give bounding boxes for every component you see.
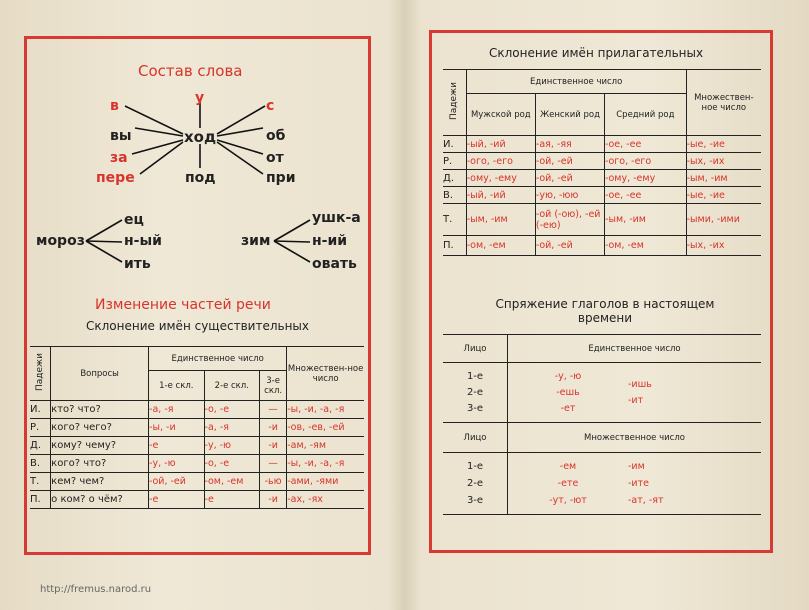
decl-1-header: 1-е скл. [149,371,204,401]
root-khod: ход [184,128,217,146]
ending-cell: -о, -е [204,455,259,473]
parts-of-speech-title: Изменение частей речи [95,297,271,313]
zim-ending-2: н-ий [312,233,348,249]
question-cell: кто? что? [51,401,149,419]
verb-conjugation-table [443,334,761,515]
prefix-ot: от [266,150,284,166]
verb-singular-rows [443,363,761,423]
ending-cell: -ое, -ее [605,136,687,153]
ending-cell: -ы, -и, -а, -я [287,401,364,419]
ending-cell: -ем [559,461,577,472]
ending-cell: -ом, -ем [204,473,259,491]
ending-cell: -ого, -его [466,153,535,170]
noun-declension-title: Склонение имён существительных [86,319,309,333]
person-cell: 2-е [466,386,484,398]
prefix-s: с [266,98,275,114]
ending-cell: -ую, -юю [535,187,604,204]
prefix-v: в [110,98,119,114]
case-cell: П. [30,491,51,509]
question-cell: кому? чему? [51,437,149,455]
ending-cell: -ом, -ем [466,236,535,256]
verb-person-header: Лицо [443,335,508,363]
adjective-declension-table [443,69,761,256]
verb-person-header-2: Лицо [443,423,508,453]
table-row [30,491,364,509]
case-cell: Т. [30,473,51,491]
person-cell: 2-е [466,478,484,489]
ending-cell: — [260,455,287,473]
noun-cases-header: Падежи [30,347,51,401]
case-cell: И. [443,136,466,153]
case-cell: В. [443,187,466,204]
neuter-header: Средний род [605,94,687,136]
ending-cell: -ая, -яя [535,136,604,153]
question-cell: кого? что? [51,455,149,473]
case-cell: Д. [443,170,466,187]
table-row [30,473,364,491]
prefix-pod: под [185,170,216,186]
ending-cell: -ой, -ей [149,473,204,491]
case-cell: П. [443,236,466,256]
question-cell: кого? чего? [51,419,149,437]
verb-conjugation-title: Спряжение глаголов в настоящем времени [495,297,715,325]
ending-cell: -ам, -ям [287,437,364,455]
zim-stem: зим [241,233,271,249]
verb-plural-header: Множественное число [508,423,762,453]
person-cell: 1-е [466,461,484,472]
ending-cell: -ой (-ою), -ей (-ею) [535,204,604,236]
table-row [443,204,761,236]
zim-ending-1: ушк-а [312,210,361,226]
ending-cell: -ете [557,478,579,489]
ending-cell: -ые, -ие [686,187,761,204]
moroz-ending-2: н-ый [124,233,162,249]
feminine-header: Женский род [535,94,604,136]
ending-cell: -ут, -ют [549,495,587,506]
ending-cell: -ому, -ему [466,170,535,187]
table-row [30,455,364,473]
ending-cell: -и [260,491,287,509]
ending-cell: -ым, -им [686,170,761,187]
noun-plural-header: Множествен-ное число [287,347,364,401]
table-row [443,187,761,204]
ending-cell: -о, -е [204,401,259,419]
table-row [30,419,364,437]
ending-cell: -е [204,491,259,509]
ending-cell: -у, -ю [204,437,259,455]
ending-cell: -ых, -их [686,236,761,256]
case-cell: Р. [30,419,51,437]
ending-cell: -ой, -ей [535,236,604,256]
ending-cell: -ым, -им [466,204,535,236]
ending-cell: -ого, -его [605,153,687,170]
decl-3-header: 3-е скл. [260,371,287,401]
adj-singular-header: Единственное число [466,70,686,94]
case-cell: В. [30,455,51,473]
noun-questions-header: Вопросы [51,347,149,401]
prefix-ob: об [266,128,286,144]
prefix-vy: вы [110,128,132,144]
table-row [443,170,761,187]
ending-cell: -ой, -ей [535,153,604,170]
case-cell: Т. [443,204,466,236]
ending-cell: -и [260,437,287,455]
ending-cell: -ы, -и, -а, -я [287,455,364,473]
ending-cell: -е [149,491,204,509]
ending-cell: -ешь [556,386,580,398]
ending-cell: -ый, -ий [466,187,535,204]
person-cell: 3-е [466,495,484,506]
moroz-stem: мороз [36,233,85,249]
ending-cell: -ите [628,478,649,489]
ending-cell: -а, -я [149,401,204,419]
ending-cell: -а, -я [204,419,259,437]
ending-cell: -ишь [628,378,652,390]
prefix-pere: пере [96,170,135,186]
footer-url[interactable]: http://fremus.narod.ru [40,584,152,595]
person-cell: 3-е [466,402,484,414]
question-cell: о ком? о чём? [51,491,149,509]
ending-cell: -ое, -ее [605,187,687,204]
ending-cell: -ет [560,402,576,414]
ending-cell: -у, -ю [554,370,582,382]
ending-cell: — [260,401,287,419]
table-row [30,401,364,419]
ending-cell: -ые, -ие [686,136,761,153]
adjective-declension-title: Склонение имён прилагательных [489,46,704,60]
ending-cell: -ью [260,473,287,491]
ending-cell: -и [260,419,287,437]
adj-rows [443,136,761,256]
verb-singular-header: Единственное число [508,335,762,363]
person-cell: 1-е [466,370,484,382]
ending-cell: -ых, -их [686,153,761,170]
ending-cell: -ым, -им [605,204,687,236]
table-row [443,153,761,170]
moroz-ending-1: ец [124,212,144,228]
word-composition-title: Состав слова [138,62,243,80]
ending-cell: -ыми, -ими [686,204,761,236]
case-cell: Д. [30,437,51,455]
noun-declension-table [30,346,364,509]
ending-cell: -ы, -и [149,419,204,437]
prefix-pri: при [266,170,296,186]
noun-singular-header: Единственное число [149,347,287,371]
ending-cell: -ит [628,394,644,406]
zim-ending-3: овать [312,256,357,272]
moroz-ending-3: ить [124,256,151,272]
ending-cell: -ый, -ий [466,136,535,153]
masculine-header: Мужской род [466,94,535,136]
ending-cell: -ом, -ем [605,236,687,256]
prefix-u: у [195,90,205,106]
prefix-za: за [110,150,128,166]
ending-cell: -ат, -ят [628,495,664,506]
decl-2-header: 2-е скл. [204,371,259,401]
ending-cell: -ому, -ему [605,170,687,187]
ending-cell: -им [628,461,645,472]
table-row [30,437,364,455]
ending-cell: -ой, -ей [535,170,604,187]
ending-cell: -у, -ю [149,455,204,473]
ending-cell: -ах, -ях [287,491,364,509]
adj-cases-header: Падежи [443,70,466,136]
ending-cell: -ов, -ев, -ей [287,419,364,437]
noun-rows [30,401,364,509]
verb-plural-rows [443,453,761,515]
table-row [443,236,761,256]
case-cell: И. [30,401,51,419]
case-cell: Р. [443,153,466,170]
word-family-diagram [80,210,320,270]
ending-cell: -е [149,437,204,455]
ending-cell: -ами, -ями [287,473,364,491]
table-row [443,136,761,153]
adj-plural-header: Множествен-ное число [686,70,761,136]
question-cell: кем? чем? [51,473,149,491]
